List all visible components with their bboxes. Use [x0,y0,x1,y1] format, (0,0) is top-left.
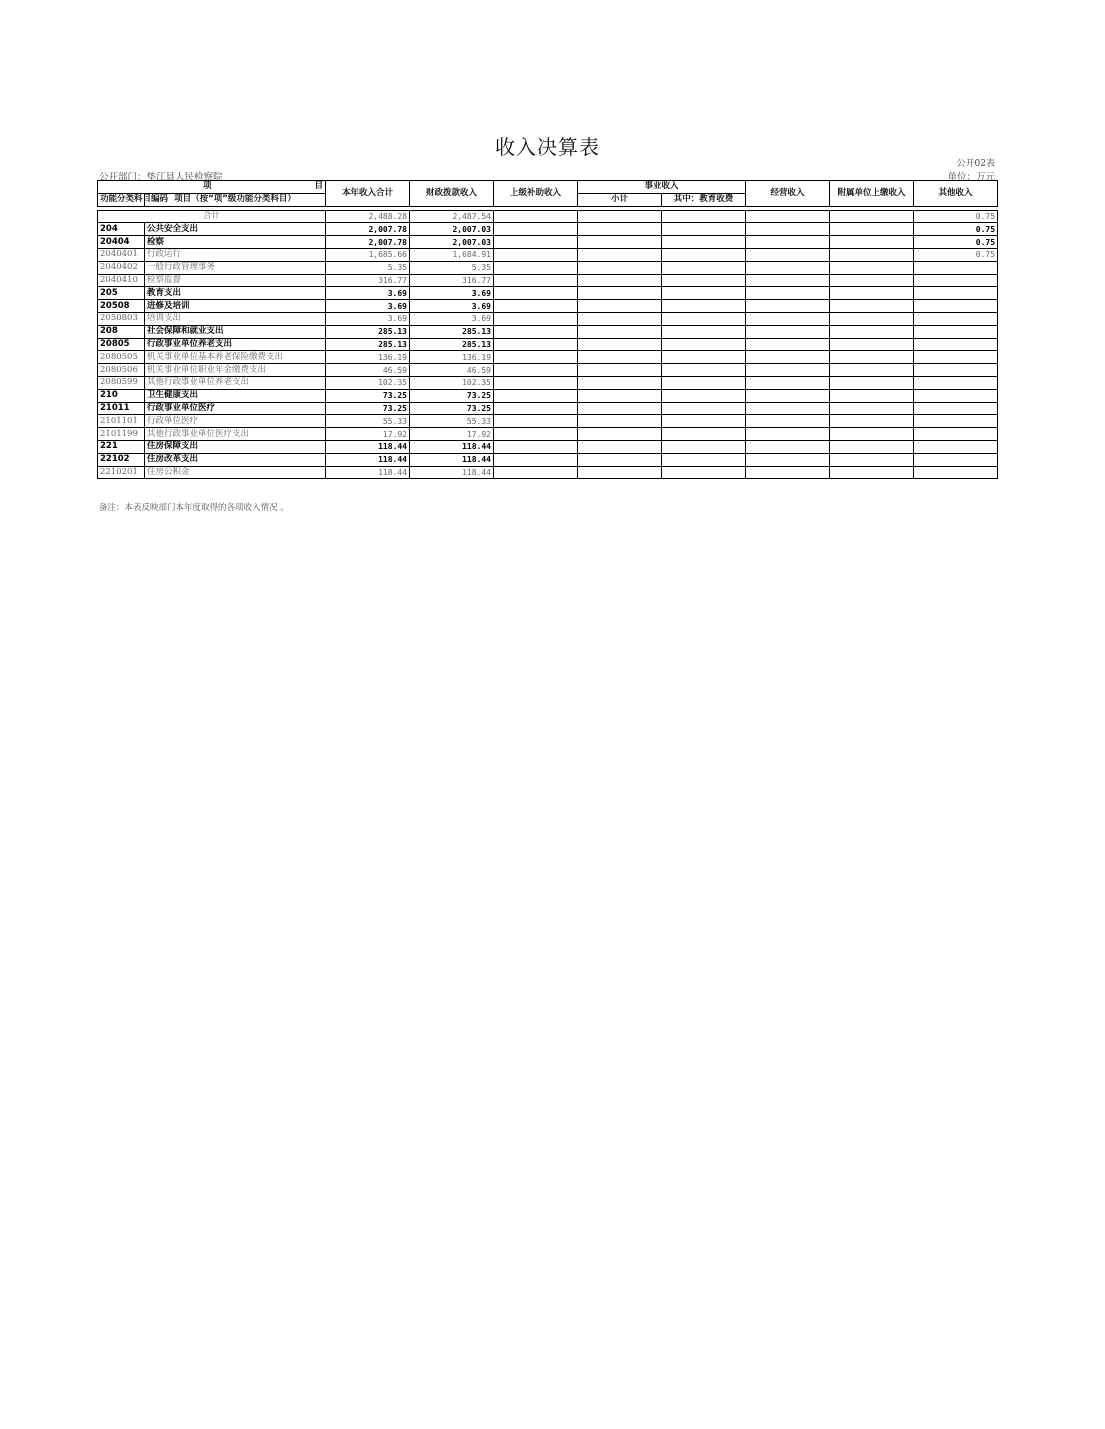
row-total: 3.69 [326,312,410,325]
row-code: 221 [98,440,145,453]
row-total: 3.69 [326,287,410,300]
row-affiliate [830,274,914,287]
row-operating [746,351,830,364]
row-fiscal: 118.44 [410,466,494,479]
row-operating [746,300,830,313]
header-fiscal: 财政拨款收入 [410,181,494,207]
row-total: 285.13 [326,338,410,351]
row-business-edu [662,453,746,466]
table-row [98,364,998,377]
unit-label: 单位：万元 [947,172,995,183]
row-total: 285.13 [326,325,410,338]
row-total: 73.25 [326,389,410,402]
row-superior [494,402,578,415]
row-superior [494,428,578,441]
table-row [98,351,998,364]
row-affiliate [830,376,914,389]
row-total: 2,007.78 [326,236,410,249]
row-operating [746,325,830,338]
row-superior [494,325,578,338]
header-other: 其他收入 [914,181,998,207]
row-operating [746,338,830,351]
header-operating: 经营收入 [746,181,830,207]
table-row [98,287,998,300]
row-name: 教育支出 [145,287,326,300]
row-code: 204 [98,223,145,236]
header-corner-left: 项 [202,181,212,192]
row-code: 20404 [98,236,145,249]
row-code: 2210201 [98,466,145,479]
header-affiliate: 附属单位上缴收入 [830,181,914,207]
row-superior [494,466,578,479]
row-code: 208 [98,325,145,338]
row-name: 检察 [145,236,326,249]
row-affiliate [830,440,914,453]
row-superior [494,312,578,325]
row-other [914,415,998,428]
row-superior [494,236,578,249]
row-business-subtotal [578,466,662,479]
total-label: 合计 [98,210,326,223]
total-total: 2,488.28 [326,210,410,223]
row-fiscal: 73.25 [410,402,494,415]
row-other [914,325,998,338]
row-fiscal: 3.69 [410,300,494,313]
row-total: 73.25 [326,402,410,415]
row-business-subtotal [578,364,662,377]
page-title: 收入决算表 [495,135,600,159]
row-code: 2040401 [98,248,145,261]
row-name: 其他行政事业单位医疗支出 [145,428,326,441]
row-name: 公共安全支出 [145,223,326,236]
row-name: 一般行政管理事务 [145,261,326,274]
header-business: 事业收入 [578,181,746,194]
row-superior [494,287,578,300]
header-code: 功能分类科目编码 [98,193,145,206]
row-business-edu [662,261,746,274]
row-affiliate [830,300,914,313]
row-business-subtotal [578,351,662,364]
row-total: 2,007.78 [326,223,410,236]
row-business-edu [662,274,746,287]
row-name: 行政运行 [145,248,326,261]
row-other [914,274,998,287]
row-business-edu [662,364,746,377]
row-operating [746,440,830,453]
row-total: 3.69 [326,300,410,313]
row-name: 检察监督 [145,274,326,287]
row-business-edu [662,312,746,325]
row-superior [494,223,578,236]
row-business-edu [662,236,746,249]
row-other [914,338,998,351]
row-superior [494,389,578,402]
row-fiscal: 2,007.03 [410,223,494,236]
row-affiliate [830,402,914,415]
row-other: 0.75 [914,236,998,249]
row-business-edu [662,415,746,428]
total-fiscal: 2,487.54 [410,210,494,223]
row-business-subtotal [578,376,662,389]
row-superior [494,376,578,389]
row-fiscal: 316.77 [410,274,494,287]
row-affiliate [830,351,914,364]
row-business-subtotal [578,312,662,325]
row-affiliate [830,428,914,441]
row-operating [746,428,830,441]
row-business-edu [662,223,746,236]
row-operating [746,415,830,428]
row-operating [746,364,830,377]
row-total: 136.19 [326,351,410,364]
row-other [914,351,998,364]
row-name: 社会保障和就业支出 [145,325,326,338]
row-name: 住房改革支出 [145,453,326,466]
row-business-subtotal [578,453,662,466]
row-name: 行政事业单位养老支出 [145,338,326,351]
header-subtotal: 小计 [578,193,662,206]
row-code: 205 [98,287,145,300]
row-fiscal: 46.59 [410,364,494,377]
row-other [914,389,998,402]
row-fiscal: 118.44 [410,453,494,466]
row-total: 118.44 [326,440,410,453]
total-row [98,210,998,223]
row-operating [746,274,830,287]
table-row [98,236,998,249]
row-affiliate [830,453,914,466]
row-affiliate [830,389,914,402]
table-row [98,453,998,466]
row-fiscal: 55.33 [410,415,494,428]
row-affiliate [830,236,914,249]
row-superior [494,338,578,351]
row-business-subtotal [578,261,662,274]
row-fiscal: 73.25 [410,389,494,402]
row-operating [746,223,830,236]
row-code: 2080599 [98,376,145,389]
row-business-edu [662,325,746,338]
row-operating [746,261,830,274]
row-other [914,300,998,313]
header-item-corner [98,181,326,194]
footnote: 备注：本表反映部门本年度取得的各项收入情况 。 [99,503,289,513]
row-operating [746,402,830,415]
row-business-subtotal [578,428,662,441]
row-business-subtotal [578,287,662,300]
table-row [98,376,998,389]
row-superior [494,300,578,313]
row-superior [494,415,578,428]
row-total: 102.35 [326,376,410,389]
row-name: 培训支出 [145,312,326,325]
row-fiscal: 3.69 [410,287,494,300]
row-affiliate [830,261,914,274]
row-total: 118.44 [326,453,410,466]
row-code: 20508 [98,300,145,313]
table-row [98,415,998,428]
row-superior [494,364,578,377]
row-affiliate [830,466,914,479]
table-row [98,466,998,479]
row-code: 210 [98,389,145,402]
row-business-edu [662,402,746,415]
table-row [98,389,998,402]
row-name: 卫生健康支出 [145,389,326,402]
row-total: 55.33 [326,415,410,428]
table-row [98,402,998,415]
row-fiscal: 118.44 [410,440,494,453]
row-business-subtotal [578,415,662,428]
row-business-edu [662,466,746,479]
row-total: 46.59 [326,364,410,377]
row-business-subtotal [578,402,662,415]
table-row [98,300,998,313]
table-row [98,312,998,325]
row-affiliate [830,325,914,338]
row-fiscal: 17.92 [410,428,494,441]
row-name: 行政单位医疗 [145,415,326,428]
row-total: 5.35 [326,261,410,274]
row-code: 2101199 [98,428,145,441]
row-business-subtotal [578,389,662,402]
row-code: 2040410 [98,274,145,287]
header-superior: 上级补助收入 [494,181,578,207]
form-number: 公开02表 [956,159,995,169]
row-affiliate [830,312,914,325]
income-table [97,180,998,479]
row-business-subtotal [578,274,662,287]
row-superior [494,274,578,287]
row-other: 0.75 [914,223,998,236]
row-business-edu [662,428,746,441]
row-operating [746,466,830,479]
row-other [914,428,998,441]
row-code: 2040402 [98,261,145,274]
row-operating [746,236,830,249]
row-affiliate [830,287,914,300]
row-fiscal: 102.35 [410,376,494,389]
row-affiliate [830,364,914,377]
table-row [98,428,998,441]
header-corner-right: 目 [314,181,323,192]
row-other [914,287,998,300]
row-superior [494,351,578,364]
row-total: 316.77 [326,274,410,287]
row-fiscal: 1,684.91 [410,248,494,261]
row-affiliate [830,338,914,351]
row-operating [746,376,830,389]
table-row [98,325,998,338]
row-business-edu [662,248,746,261]
row-business-subtotal [578,223,662,236]
row-operating [746,389,830,402]
row-operating [746,312,830,325]
row-affiliate [830,415,914,428]
row-other [914,312,998,325]
row-fiscal: 3.69 [410,312,494,325]
row-fiscal: 2,007.03 [410,236,494,249]
row-total: 1,685.66 [326,248,410,261]
department-label: 公开部门：垫江县人民检察院 [99,172,223,183]
table-row [98,274,998,287]
header-name: 项目（按“项”级功能分类科目） [145,193,326,206]
row-name: 机关事业单位职业年金缴费支出 [145,364,326,377]
row-code: 2080506 [98,364,145,377]
row-fiscal: 5.35 [410,261,494,274]
row-business-edu [662,376,746,389]
row-fiscal: 285.13 [410,325,494,338]
row-business-subtotal [578,325,662,338]
row-business-edu [662,287,746,300]
row-business-edu [662,338,746,351]
row-business-edu [662,440,746,453]
header-edu: 其中：教育收费 [662,193,746,206]
table-row [98,223,998,236]
row-code: 22102 [98,453,145,466]
row-fiscal: 136.19 [410,351,494,364]
row-other [914,402,998,415]
row-name: 进修及培训 [145,300,326,313]
row-superior [494,453,578,466]
row-name: 住房公积金 [145,466,326,479]
row-business-edu [662,300,746,313]
row-name: 行政事业单位医疗 [145,402,326,415]
row-business-edu [662,351,746,364]
row-superior [494,440,578,453]
row-name: 机关事业单位基本养老保险缴费支出 [145,351,326,364]
row-code: 2080505 [98,351,145,364]
row-total: 118.44 [326,466,410,479]
row-code: 2101101 [98,415,145,428]
row-name: 其他行政事业单位养老支出 [145,376,326,389]
row-business-subtotal [578,248,662,261]
row-affiliate [830,248,914,261]
row-superior [494,248,578,261]
row-other [914,466,998,479]
row-operating [746,248,830,261]
table-row [98,261,998,274]
total-other: 0.75 [914,210,998,223]
row-code: 2050803 [98,312,145,325]
row-superior [494,261,578,274]
row-other [914,440,998,453]
row-total: 17.92 [326,428,410,441]
row-other [914,364,998,377]
row-other [914,376,998,389]
row-operating [746,287,830,300]
row-name: 住房保障支出 [145,440,326,453]
row-affiliate [830,223,914,236]
row-business-subtotal [578,338,662,351]
row-operating [746,453,830,466]
table-row [98,248,998,261]
row-business-subtotal [578,440,662,453]
row-other [914,453,998,466]
row-code: 20805 [98,338,145,351]
row-business-subtotal [578,236,662,249]
table-row [98,440,998,453]
row-code: 21011 [98,402,145,415]
row-other [914,261,998,274]
table-row [98,338,998,351]
row-fiscal: 285.13 [410,338,494,351]
header-total: 本年收入合计 [326,181,410,207]
row-other: 0.75 [914,248,998,261]
row-business-subtotal [578,300,662,313]
row-business-edu [662,389,746,402]
